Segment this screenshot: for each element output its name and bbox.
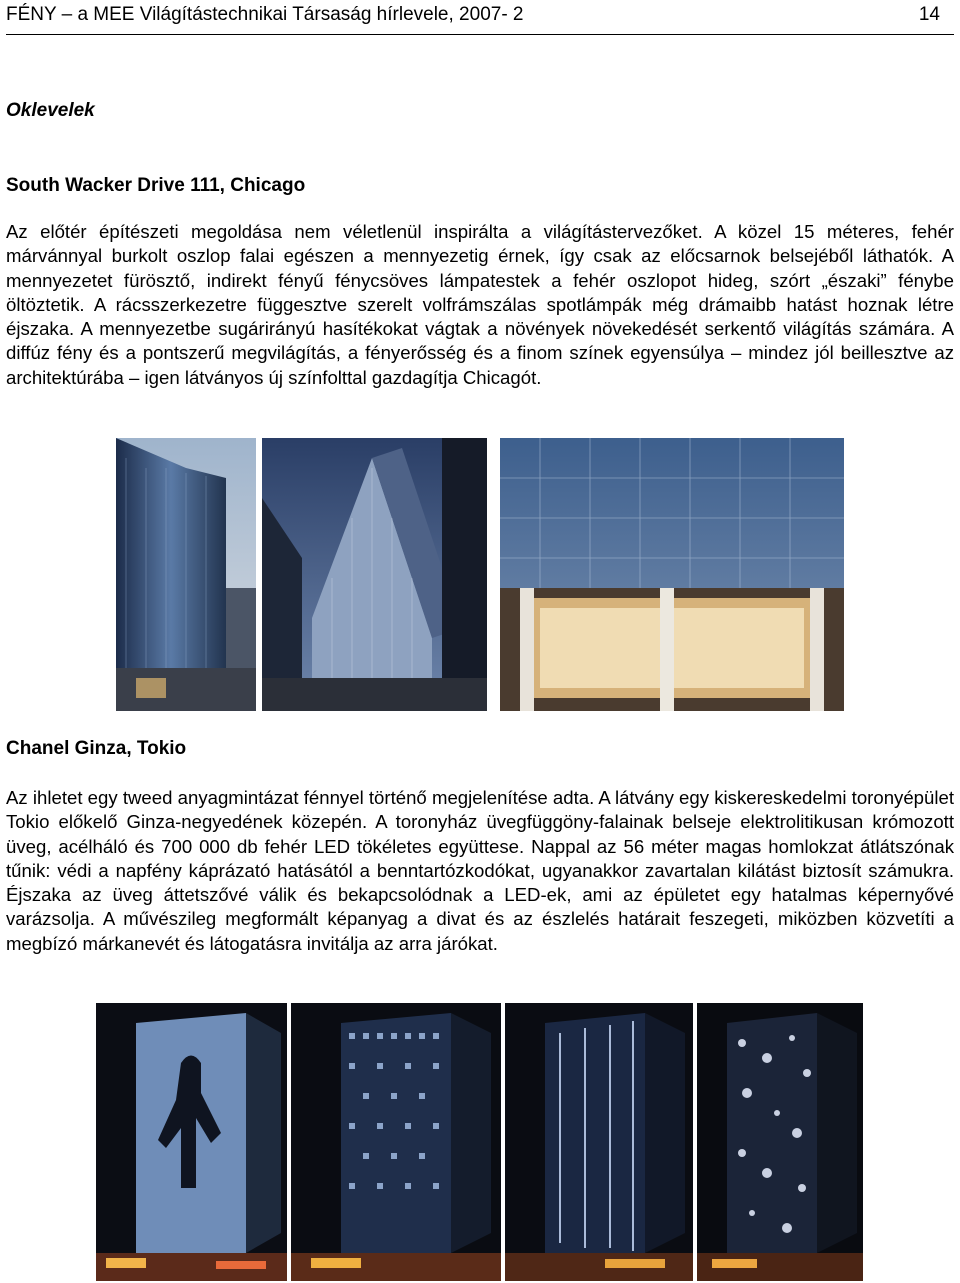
photo-ginza-tweed xyxy=(697,1003,863,1281)
photo-ginza-pattern xyxy=(505,1003,693,1281)
photo-ginza-figure xyxy=(96,1003,287,1281)
article-title-ginza: Chanel Ginza, Tokio xyxy=(6,738,187,759)
article-body-ginza: Az ihletet egy tweed anyagmintázat fénnyel történő megjelenítése adta. A látvány egy kiskereskedelmi toronyépület Tokio előkelő Ginza-negyedének közepén. A toronyház üvegfüggöny-falainak belseje elektrolitikusan krómozott üveg, acélháló és 700 000 db fehér LED tökéletes együttese. Nappal az 56 méter magas homlokzat átlátszónak tűnik: védi a napfény káprázató hatásától a benntartózkodókat, ugyanakkor zavartalan kilátást biztosít számukra. Éjszaka az üveg áttetszővé válik és bekapcsolódnak a LED-ek, ami az épületet egy hatalmas képernyővé varázsolja. A művészileg megformált képanyag a divat és az észlelés határait feszegeti, miközben közvetíti a megbízó márkanevét és látogatásra invitálja az arra járókat. xyxy=(6,787,954,954)
photo-chicago-towers xyxy=(262,438,487,711)
article-title-chicago: South Wacker Drive 111, Chicago xyxy=(6,175,306,196)
newsletter-title: FÉNY – a MEE Világítástechnikai Társaság hírlevele, 2007- 2 xyxy=(6,4,524,25)
article-body-chicago: Az előtér építészeti megoldása nem véletlenül inspirálta a világítástervezőket. A közel 15 méteres, fehér márvánnyal burkolt oszlop falai egészen a mennyezetig érnek, így csak az előcsarnok belsejéből láthatók. A mennyezetet fürösztő, indirekt fényű fénycsöves lámpatestek a fehér oszlopot hideg, szórt „északi” fénybe öltöztetik. A rácsszerkezetre függesztve szerelt volfrámszálas spotlámpák még drámaibb hatást hoznak létre éjszaka. A mennyezetbe sugárirányú hasítékokat vágtak a növények növekedését serkentő világítás számára. A diffúz fény és a pontszerű megvilágítás, a fényerősség és a finom színek egyensúlya – mindez jól beillesztve az architektúrába – igen látványos új színfolttal gazdagítja Chicagót. xyxy=(6,221,954,388)
section-title: Oklevelek xyxy=(6,100,95,121)
page-number: 14 xyxy=(918,4,940,25)
photo-ginza-grid xyxy=(291,1003,501,1281)
photo-chicago-tower-night xyxy=(116,438,256,711)
photo-chicago-lobby xyxy=(500,438,844,711)
page-header xyxy=(6,0,954,35)
